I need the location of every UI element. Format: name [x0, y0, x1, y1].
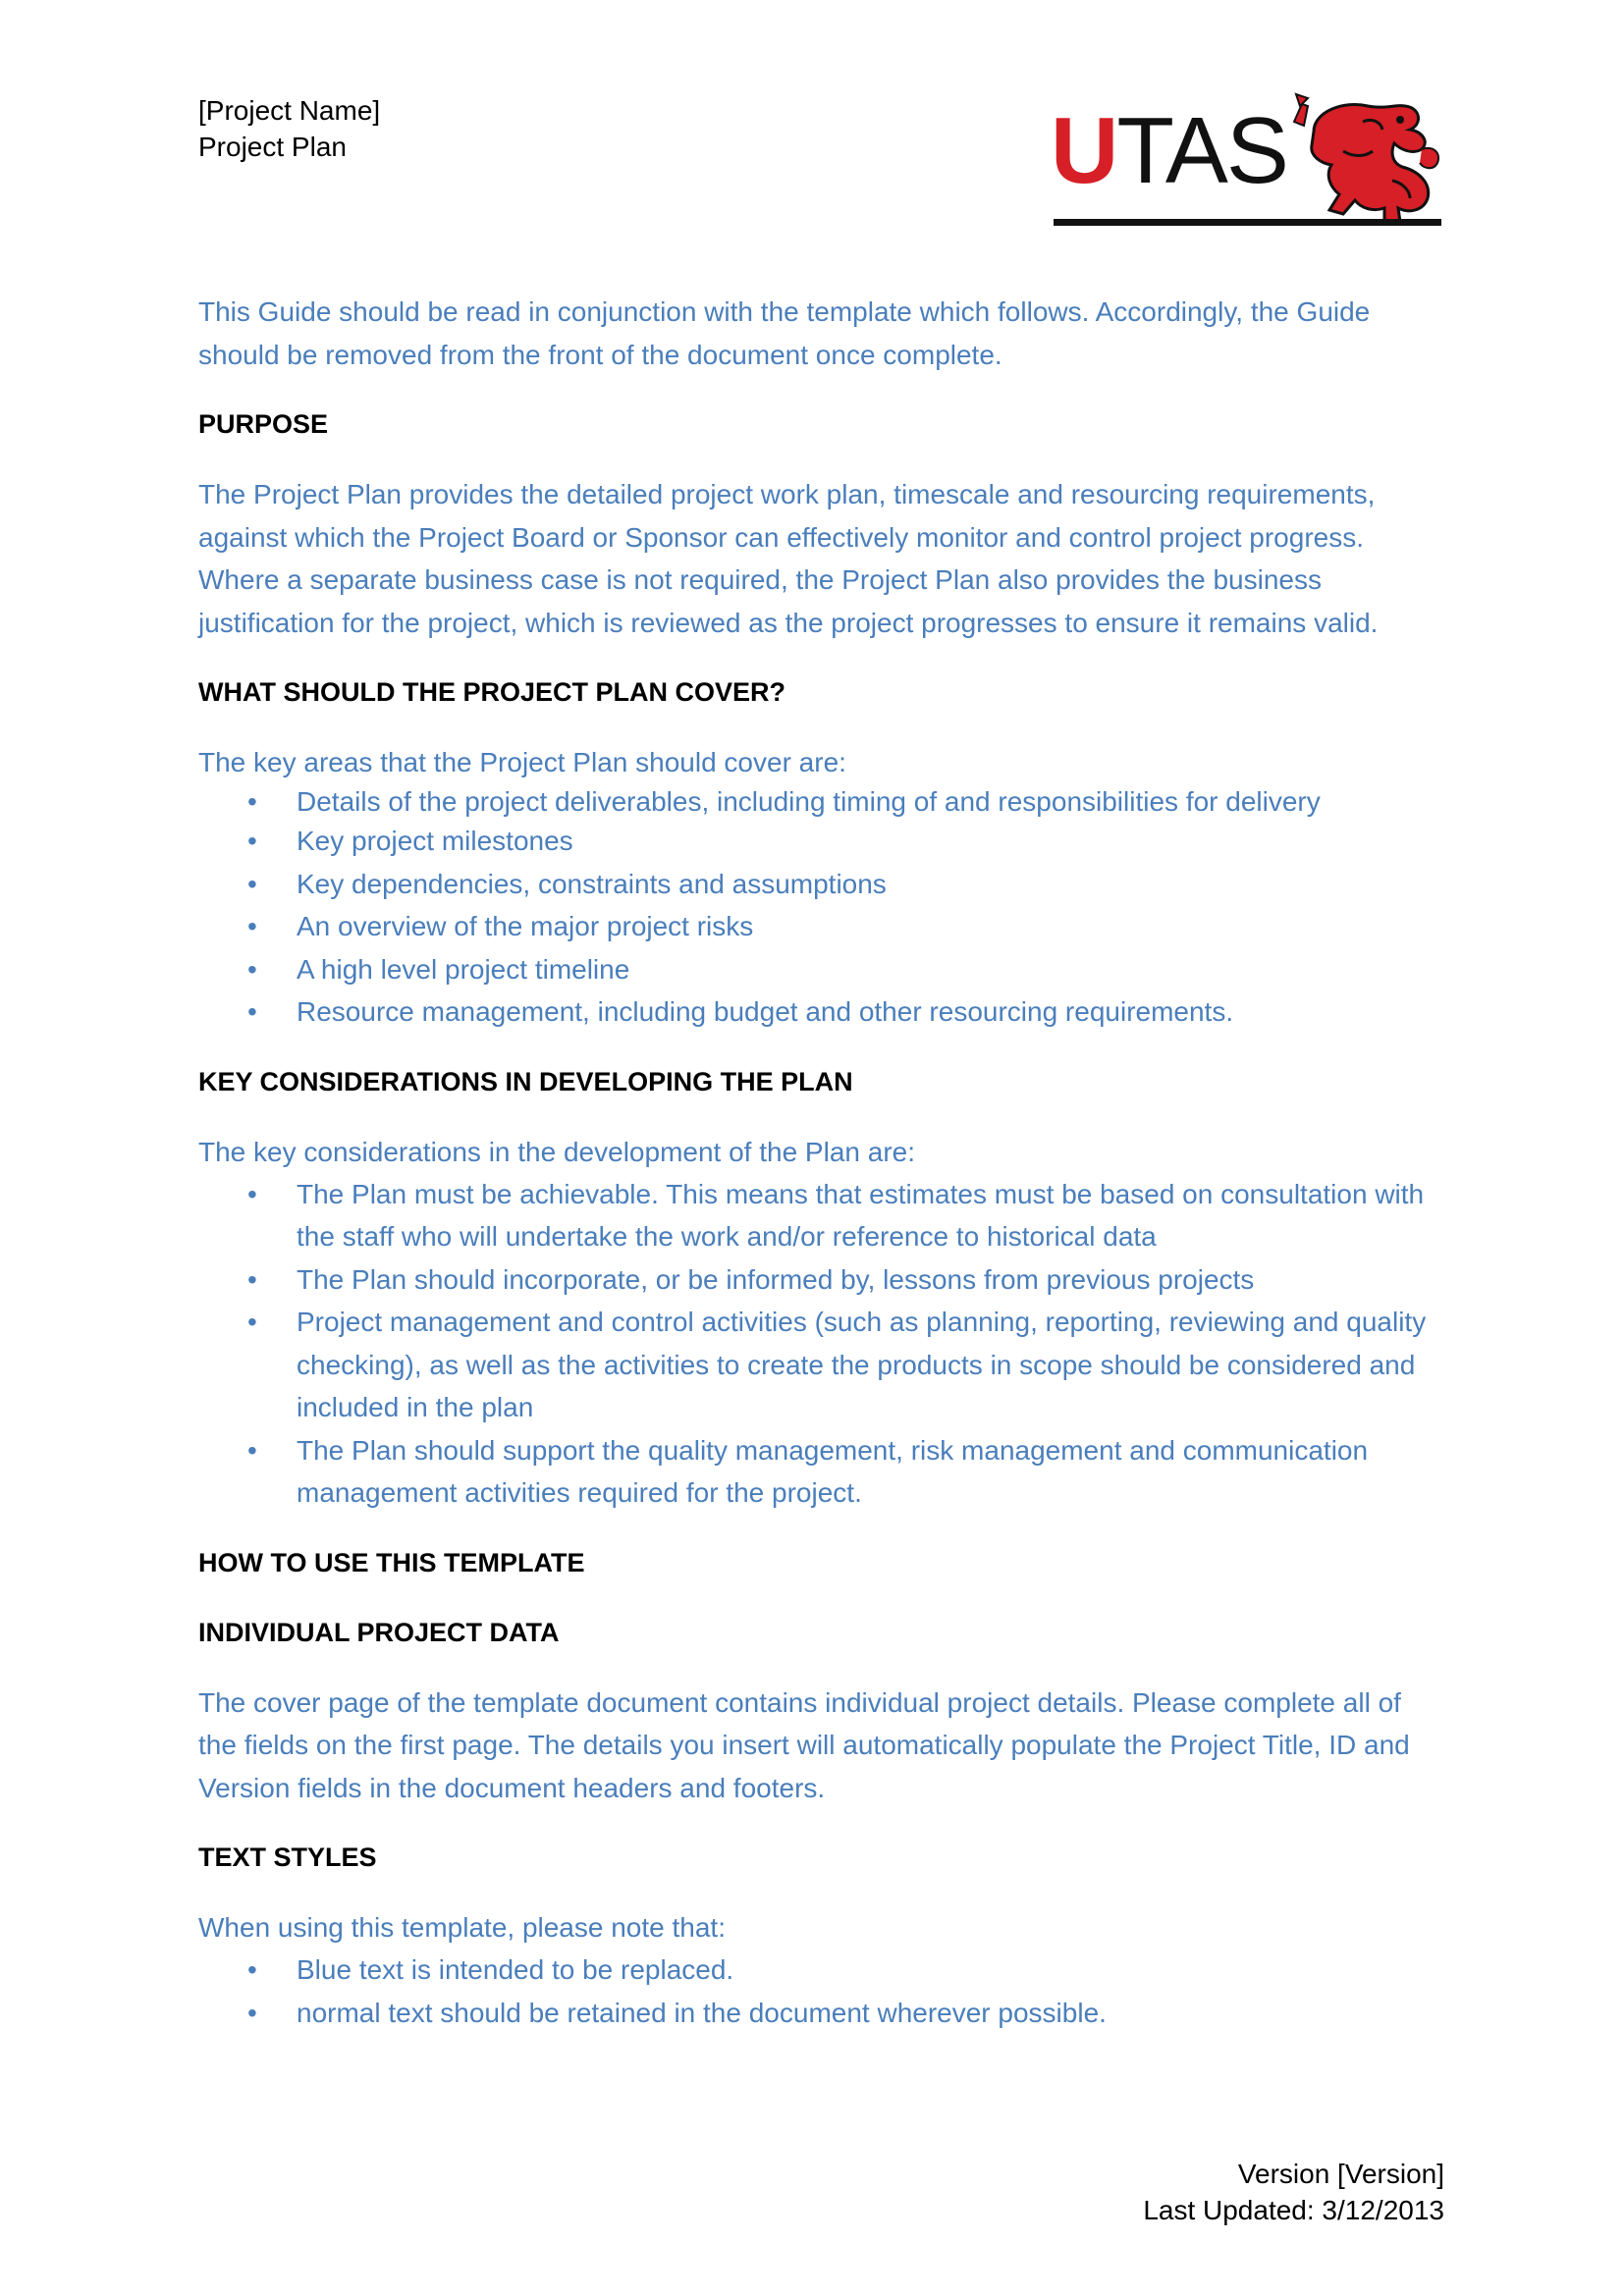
heading-key-considerations: KEY CONSIDERATIONS IN DEVELOPING THE PLAN	[198, 1066, 853, 1096]
list-item-text: Blue text is intended to be replaced.	[297, 1954, 734, 1985]
bullet: •	[247, 1434, 257, 1466]
list-item	[198, 863, 1445, 906]
document-footer	[1143, 2156, 1444, 2228]
document-body	[198, 291, 1445, 2061]
list-item	[198, 948, 1445, 991]
bullet: •	[247, 1178, 257, 1209]
heading-individual-project-data: INDIVIDUAL PROJECT DATA	[198, 1617, 560, 1647]
list-item	[198, 783, 1445, 820]
heading-purpose: PURPOSE	[198, 409, 329, 439]
list-item	[198, 1992, 1445, 2035]
logo-wordmark	[1051, 98, 1287, 203]
list-item-text: The Plan should support the quality management, risk management and communication management activities required for the project.	[297, 1434, 1369, 1508]
last-updated-label: Last Updated: 3/12/2013	[1143, 2195, 1444, 2225]
list-item-text: Key project milestones	[297, 826, 573, 856]
list-item	[198, 1258, 1445, 1302]
bullet: •	[247, 868, 257, 899]
bullet: •	[247, 826, 257, 856]
list-item	[198, 1429, 1445, 1515]
lion-crest-icon	[1274, 92, 1443, 230]
list-item-text: Project management and control activities (such as planning, reporting, reviewing and quality checking), as well as the activities to create the products in scope should be considered and included in the plan	[297, 1307, 1427, 1422]
utas-logo	[1051, 92, 1443, 230]
bullet: •	[247, 953, 257, 985]
document-type: Project Plan	[198, 132, 347, 162]
bullet: •	[247, 1954, 257, 1985]
considerations-list	[198, 1173, 1445, 1515]
heading-text-styles: TEXT STYLES	[198, 1842, 377, 1872]
bullet: •	[247, 1307, 257, 1337]
list-item-text: The Plan must be achievable. This means that estimates must be based on consultation with the staff who will undertake the work and/or reference to historical data	[297, 1178, 1425, 1252]
list-item	[198, 1949, 1445, 1992]
list-item	[198, 820, 1445, 863]
purpose-paragraph: The Project Plan provides the detailed project work plan, timescale and resourcing requirements, against which the Project Board or Sponsor can effectively monitor and control project progress. Where a separate business case is not required, the Project Plan also provides the business justification for the project, which is reviewed as the project progresses to ensure it remains valid.	[198, 479, 1379, 638]
plan-cover-list	[198, 783, 1445, 1034]
list-item-text: An overview of the major project risks	[297, 911, 754, 941]
bullet: •	[247, 911, 257, 941]
version-label: Version [Version]	[1237, 2159, 1444, 2189]
bullet: •	[247, 1997, 257, 2028]
list-item-text: A high level project timeline	[297, 953, 630, 985]
bullet: •	[247, 786, 257, 817]
list-item	[198, 1301, 1445, 1429]
intro-paragraph: This Guide should be read in conjunction with the template which follows. Accordingly, the Guide should be removed from the front of the document once complete.	[198, 296, 1371, 370]
list-item-text: Details of the project deliverables, including timing of and responsibilities for delivery	[297, 786, 1321, 817]
bullet: •	[247, 1263, 257, 1295]
heading-plan-cover: WHAT SHOULD THE PROJECT PLAN COVER?	[198, 677, 786, 707]
list-item-text: Resource management, including budget and other resourcing requirements.	[297, 996, 1234, 1027]
document-header	[198, 92, 380, 165]
list-item-text: normal text should be retained in the document wherever possible.	[297, 1997, 1107, 2028]
list-item-text: The Plan should incorporate, or be informed by, lessons from previous projects	[297, 1263, 1255, 1295]
heading-how-to-use: HOW TO USE THIS TEMPLATE	[198, 1547, 585, 1577]
list-item	[198, 1173, 1445, 1258]
individual-paragraph: The cover page of the template document contains individual project details. Please complete all of the fields on the first page. The details you insert will automatically populate the Project Title, ID and Version fields in the document headers and footers.	[198, 1686, 1410, 1803]
logo-underline	[1054, 219, 1441, 226]
plan-cover-lead: The key areas that the Project Plan should cover are:	[198, 747, 846, 777]
list-item	[198, 990, 1445, 1034]
logo-letters-tas: TAS	[1116, 98, 1287, 203]
bullet: •	[247, 996, 257, 1027]
logo-letter-u: U	[1051, 98, 1117, 203]
text-styles-list	[198, 1949, 1445, 2034]
list-item-text: Key dependencies, constraints and assumptions	[297, 868, 887, 899]
project-name: [Project Name]	[198, 95, 381, 126]
list-item	[198, 905, 1445, 948]
text-styles-lead: When using this template, please note that:	[198, 1912, 726, 1943]
considerations-lead: The key considerations in the development of the Plan are:	[198, 1136, 915, 1167]
